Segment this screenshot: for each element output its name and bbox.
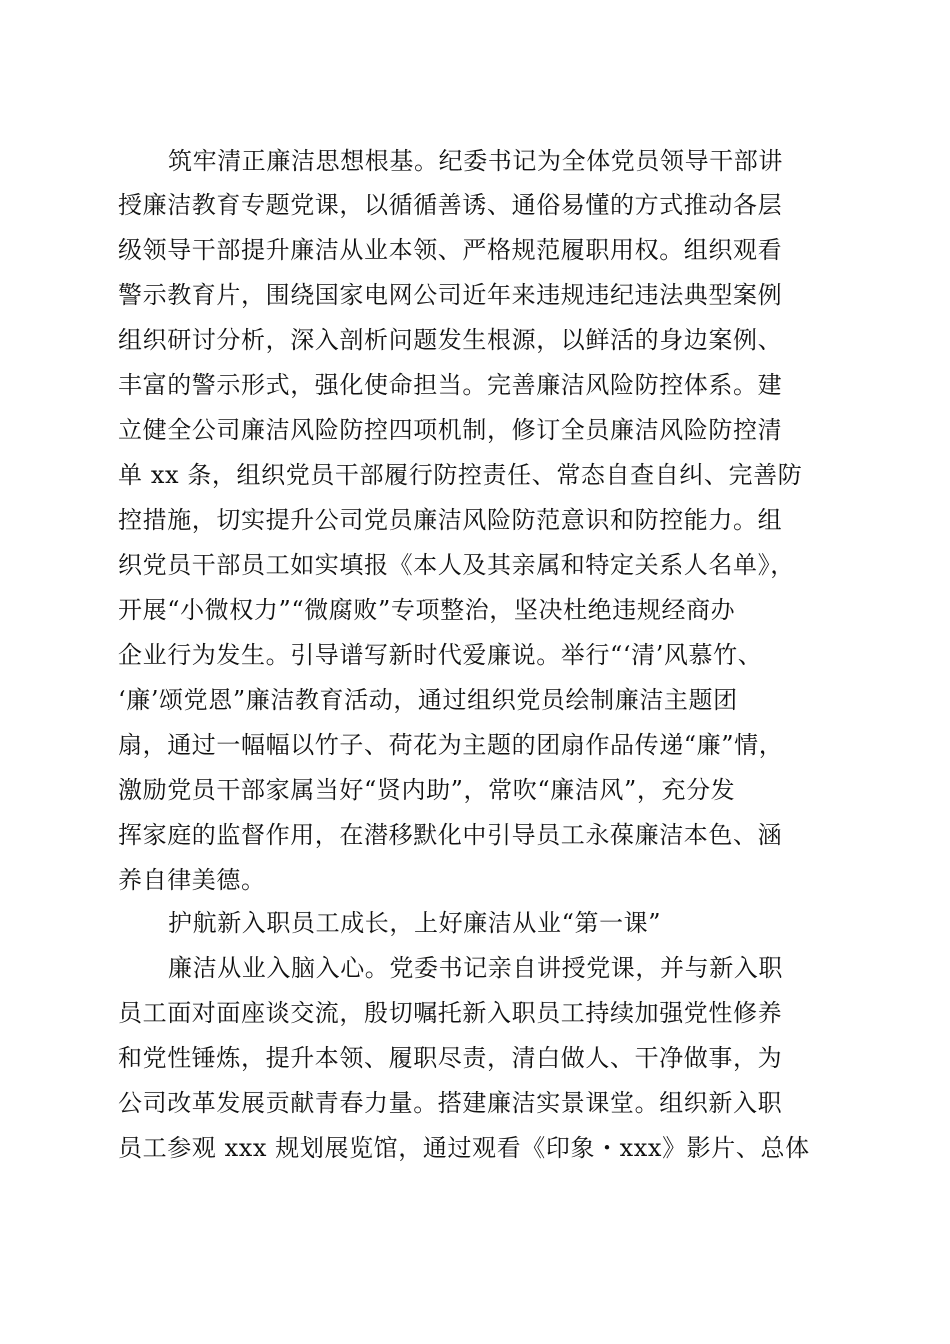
paragraph-line: 和党性锤炼，提升本领、履职尽责，清白做人、干净做事，为	[118, 1044, 783, 1072]
paragraph-line: 挥家庭的监督作用，在潜移默化中引导员工永葆廉洁本色、涵	[118, 821, 783, 849]
paragraph-line: 丰富的警示形式，强化使命担当。完善廉洁风险防控体系。建	[118, 371, 783, 399]
paragraph-line: 组织研讨分析，深入剖析问题发生根源，以鲜活的身边案例、	[118, 326, 783, 354]
paragraph-line: 公司改革发展贡献青春力量。搭建廉洁实景课堂。组织新入职	[118, 1089, 783, 1117]
paragraph-line: 筑牢清正廉洁思想根基。纪委书记为全体党员领导干部讲	[168, 147, 783, 175]
paragraph-line: 级领导干部提升廉洁从业本领、严格规范履职用权。组织观看	[118, 236, 783, 264]
paragraph-line: 扇，通过一幅幅以竹子、荷花为主题的团扇作品传递“廉”情，	[118, 731, 784, 759]
paragraph-line: 控措施，切实提升公司党员廉洁风险防范意识和防控能力。组	[118, 506, 783, 534]
paragraph-line: 养自律美德。	[118, 866, 266, 894]
paragraph-line: 激励党员干部家属当好“贤内助”，常吹“廉洁风”，充分发	[118, 776, 736, 804]
paragraph-line: 开展“小微权力”“微腐败”专项整治，坚决杜绝违规经商办	[118, 596, 736, 624]
paragraph-line: 企业行为发生。引导谱写新时代爱廉说。举行“‘清’风慕竹、	[118, 641, 763, 669]
paragraph-line: 单 xx 条，组织党员干部履行防控责任、常态自查自纠、完善防	[118, 461, 803, 489]
paragraph-line: 授廉洁教育专题党课，以循循善诱、通俗易懂的方式推动各层	[118, 191, 783, 219]
paragraph-line: 员工参观 xxx 规划展览馆，通过观看《印象・xxx》影片、总体	[118, 1134, 810, 1162]
paragraph-line: ‘廉’颂党恩”廉洁教育活动，通过组织党员绘制廉洁主题团	[118, 686, 738, 714]
section-heading: 护航新入职员工成长，上好廉洁从业“第一课”	[168, 909, 662, 937]
paragraph-line: 员工面对面座谈交流，殷切嘱托新入职员工持续加强党性修养	[118, 999, 783, 1027]
paragraph-line: 织党员干部员工如实填报《本人及其亲属和特定关系人名单》，	[118, 551, 795, 579]
paragraph-line: 立健全公司廉洁风险防控四项机制，修订全员廉洁风险防控清	[118, 416, 783, 444]
paragraph-line: 廉洁从业入脑入心。党委书记亲自讲授党课，并与新入职	[168, 954, 783, 982]
paragraph-line: 警示教育片，围绕国家电网公司近年来违规违纪违法典型案例	[118, 281, 783, 309]
